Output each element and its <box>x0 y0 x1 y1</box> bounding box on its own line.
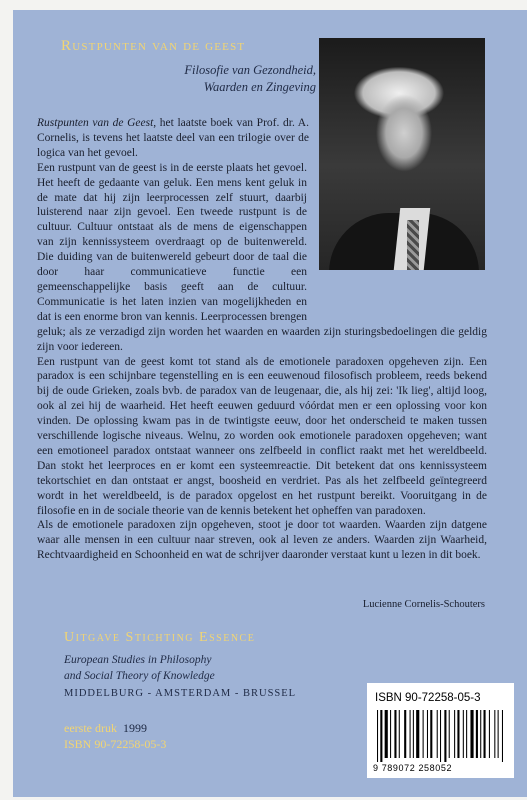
blurb <box>37 116 487 563</box>
edition-label: eerste druk <box>64 721 117 735</box>
barcode-bar <box>404 710 406 758</box>
barcode-bar <box>430 710 432 758</box>
blurb-paragraph: Een rustpunt van de geest komt tot stand als de emotionele paradoxen opgeheven zijn. Een paradox is een schijnbare tegenstelling en is een eeuwenoud filosofisch probleem, reeds bekend bij de oude Grieken, zoals bvb. de paradox van de leugenaar, die, als hij zei: 'Ik lieg', altijd loog, ook al zei hij de waarheid. Het heeft eeuwen geduurd vóórdat men er een oplossing voor kon vinden. De oplossing kwam pas in de twintigste eeuw, door het onderscheid te maken tussen verschillende logische niveaus. Welnu, zo worden ook emotionele paradoxen opgeheven; want een emotioneel paradox ontstaat wanneer ons zelfbeeld in conflict raakt met het wereldbeeld. Dan stokt het leerproces en er komt een systeemreactie. Dit betekent dat ons kennissysteem tekortschiet en dan ontstaat er angst, boosheid en verdriet. Pas als het zelfbeeld geïntegreerd wordt in het wereldbeeld, is de paradox opgelost en het rustpunt bereikt. Vooruitgang in de filosofie en in de sociale theorie van de kennis betekent het opheffen van paradoxen. <box>37 355 487 517</box>
isbn-text: ISBN 90-72258-05-3 <box>64 737 167 751</box>
barcode-bar <box>466 710 467 758</box>
subtitle-line: Filosofie van Gezondheid, <box>184 63 316 77</box>
barcode-icon <box>375 710 506 762</box>
barcode-label <box>367 683 514 778</box>
series-title <box>64 652 354 684</box>
barcode-bar <box>449 710 450 758</box>
barcode-bar <box>437 710 438 758</box>
barcode-bar <box>394 710 396 758</box>
barcode-bar <box>444 710 446 762</box>
edition-year: 1999 <box>122 721 147 735</box>
barcode-bar <box>494 710 495 758</box>
barcode-bar <box>427 710 428 758</box>
signature: Lucienne Cornelis-Schouters <box>362 599 485 610</box>
barcode-bar <box>457 710 459 758</box>
blurb-paragraph <box>37 116 309 161</box>
barcode-bar <box>390 710 391 758</box>
barcode-bar <box>476 710 478 758</box>
barcode-bar <box>454 710 455 758</box>
barcode-isbn: ISBN 90-72258-05-3 <box>375 692 481 704</box>
barcode-bar <box>440 710 441 762</box>
barcode-bar <box>423 710 424 758</box>
barcode-bar <box>413 710 414 758</box>
barcode-bar <box>380 710 382 762</box>
barcode-bar <box>484 710 486 758</box>
blurb-text: , het laatste boek van Prof. dr. A. Cornelis, is tevens het laatste deel van een trilogie over de logica van het gevoel. <box>37 117 309 159</box>
publisher-name: Uitgave Stichting Essence <box>64 630 256 645</box>
barcode-bar <box>480 710 481 758</box>
book-title: Rustpunten van de geest <box>61 38 246 54</box>
publisher-cities: MIDDELBURG - AMSTERDAM - BRUSSEL <box>64 688 297 699</box>
subtitle-line: Waarden en Zingeving <box>203 80 316 94</box>
barcode-bar <box>377 710 378 762</box>
blurb-paragraph: Als de emotionele paradoxen zijn opgeheven, stoot je door tot waarden. Waarden zijn datgene waar alle mensen in een cultuur naar streven, ook al leven ze anders. Waarden zijn Waarheid, Rechtvaardigheid en Schoonheid en wat de schrijver daaronder verstaat kunt u lezen in dit boek. <box>37 519 487 562</box>
barcode-bar <box>385 710 388 758</box>
barcode-digits: 9 789072 258052 <box>373 763 453 773</box>
barcode-bar <box>470 710 473 758</box>
barcode-bar <box>463 710 464 758</box>
barcode-bar <box>399 710 400 758</box>
book-title-inline: Rustpunten van de Geest <box>37 117 154 129</box>
barcode-bar <box>416 710 419 758</box>
photo-spacer <box>307 161 487 311</box>
barcode-bar <box>410 710 411 758</box>
blurb-paragraph <box>37 161 487 355</box>
barcode-bar <box>502 710 503 762</box>
series-line: European Studies in Philosophy <box>64 654 212 666</box>
barcode-bar <box>498 710 499 758</box>
blurb-text: Een rustpunt van de geest is in de eerste plaats het gevoel. Het heeft de gedaante van geluk. Een mens kent geluk in de mate dat hij zijn leerprocessen zelf stuurt, daarbij luisterend naar zijn gevoel. Een tweede rustpunt is de cultuur. Cultuur ontstaat als de mens de eigenschappen van zijn kennissysteem overdraagt op de buitenwereld. Die duiding van de buitenwereld gebeurt door de taal die door haar communicatieve functie een gemeenschappelijke basis geeft aan de cultuur. Communicatie is het laten inzien van mogelijkheden en dat is een enorme bron van kennis. Leerprocessen brengen geluk; als ze verzadigd zijn worden het waarden en waarden zijn sturingsbedoelingen die geldig zijn voor iedereen. <box>37 161 487 353</box>
series-line: and Social Theory of Knowledge <box>64 670 215 682</box>
edition-info <box>64 721 147 736</box>
barcode-bar <box>489 710 490 758</box>
book-subtitle <box>66 62 316 96</box>
